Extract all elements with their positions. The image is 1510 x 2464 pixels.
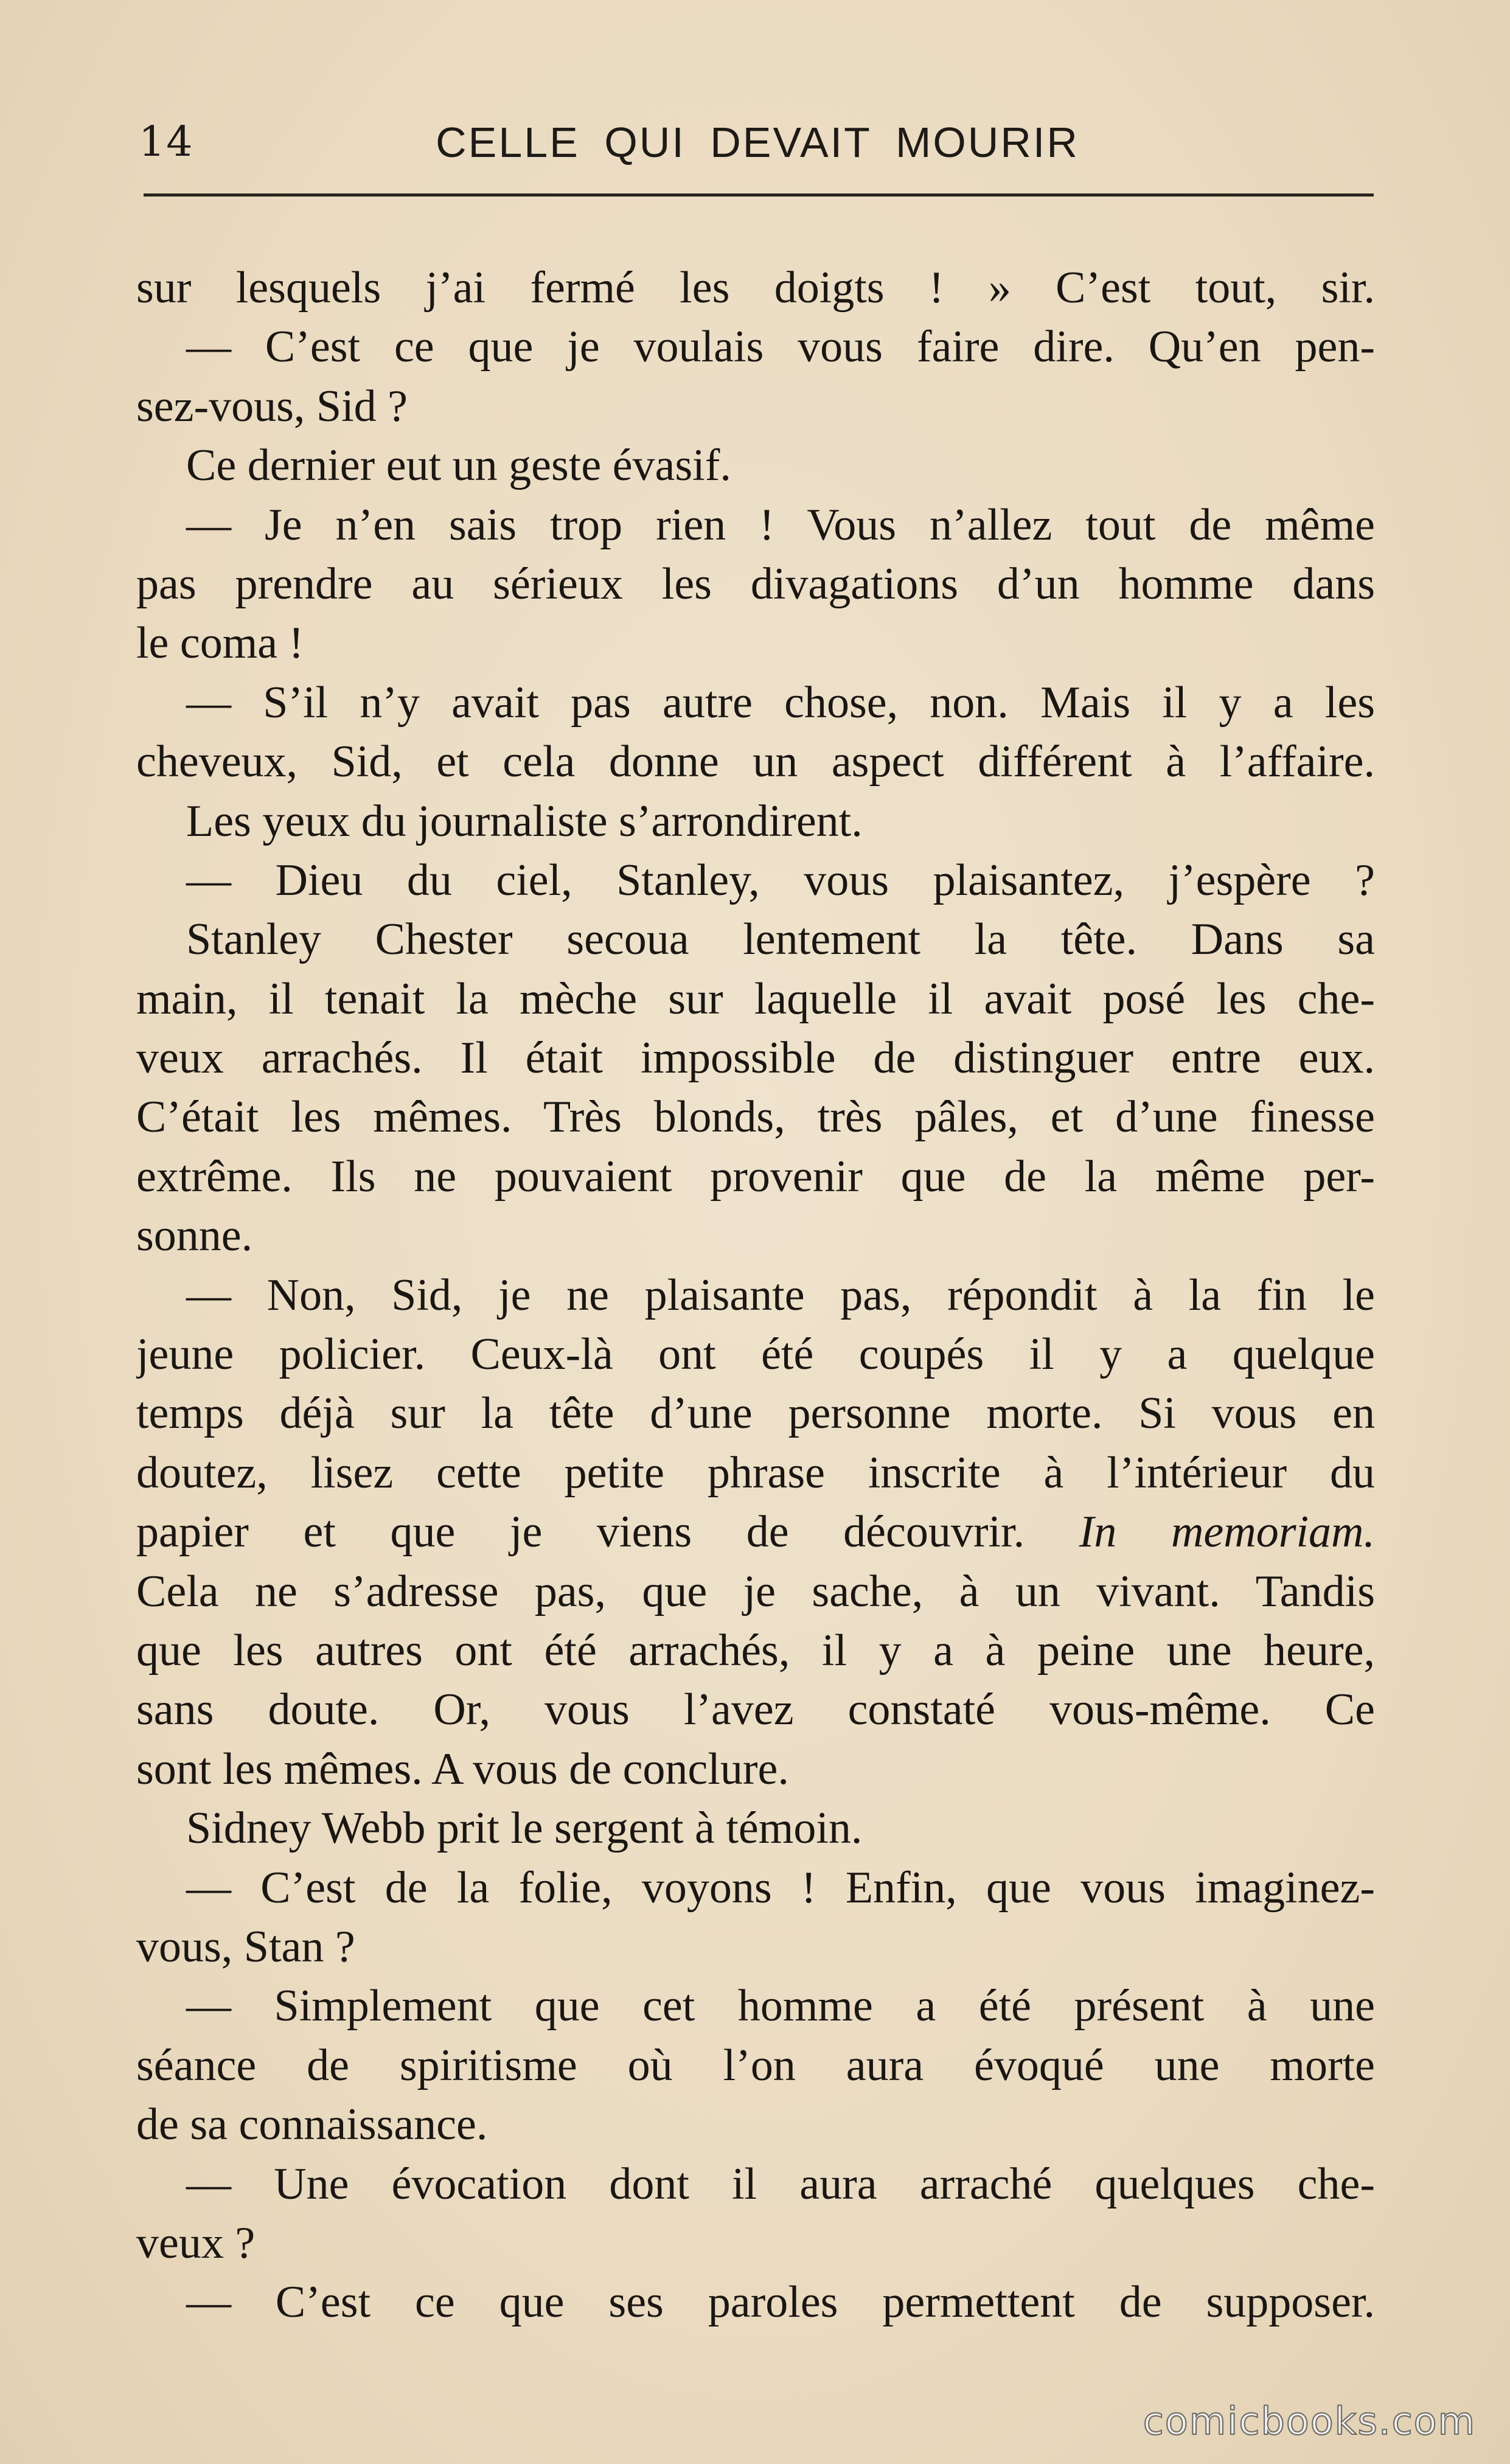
text-line [136, 1918, 1375, 1977]
text-line-content: — Non, Sid, je ne plaisante pas, répondit à la fin le [186, 1270, 1375, 1320]
page-number: 14 [139, 118, 194, 166]
text-line-content: — C’est ce que je voulais vous faire dire. Qu’en pen- [186, 322, 1375, 372]
text-line [136, 2273, 1375, 2332]
text-line-content: Cela ne s’adresse pas, que je sache, à un vivant. Tandis [136, 1566, 1375, 1617]
text-line [136, 673, 1375, 733]
text-line [136, 1088, 1375, 1147]
text-line [136, 614, 1375, 673]
text-line [136, 1444, 1375, 1503]
text-line [136, 1621, 1375, 1680]
text-line-content: sont les mêmes. A vous de conclure. [136, 1744, 789, 1794]
text-line-content: vous, Stan ? [136, 1921, 355, 1972]
text-line [136, 1325, 1375, 1384]
text-line [136, 436, 1375, 495]
body-text [136, 259, 1375, 2333]
text-line-content: de sa connaissance. [136, 2100, 488, 2150]
header-rule [144, 193, 1374, 197]
text-line [136, 2036, 1375, 2095]
text-line-content: temps déjà sur la tête d’une personne morte. Si vous en [136, 1388, 1375, 1439]
text-line [136, 1147, 1375, 1206]
text-line-content: le coma ! [136, 618, 304, 669]
text-line-content: extrême. Ils ne pouvaient provenir que de la même per- [136, 1151, 1375, 1202]
text-line-content: — Dieu du ciel, Stanley, vous plaisantez, j’espère ? [186, 855, 1375, 905]
text-line-content: — C’est de la folie, voyons ! Enfin, que vous imaginez- [186, 1862, 1375, 1913]
text-line [136, 851, 1375, 910]
text-line [136, 259, 1375, 318]
text-line [136, 1977, 1375, 2036]
text-line-content: sur lesquels j’ai fermé les doigts ! » C’est tout, sir. [136, 263, 1375, 313]
text-line [136, 1859, 1375, 1918]
text-line-content: sans doute. Or, vous l’avez constaté vous-même. Ce [136, 1685, 1375, 1735]
text-line-content: — C’est ce que ses paroles permettent de supposer. [186, 2277, 1375, 2328]
text-line [136, 377, 1375, 436]
text-line [136, 1266, 1375, 1325]
text-line-content: Sidney Webb prit le sergent à témoin. [186, 1803, 863, 1854]
text-line [136, 792, 1375, 851]
text-line [136, 1680, 1375, 1739]
text-line [136, 496, 1375, 555]
text-line [136, 2155, 1375, 2214]
text-line-content: C’était les mêmes. Très blonds, très pâles, et d’une finesse [136, 1092, 1375, 1143]
watermark-logo: comicbooks.com [1143, 2399, 1476, 2443]
text-line [136, 555, 1375, 614]
text-line-content: Stanley Chester secoua lentement la tête. Dans sa [186, 914, 1375, 965]
text-line [136, 1206, 1375, 1265]
running-title: CELLE QUI DEVAIT MOURIR [436, 119, 1079, 166]
text-line [136, 1503, 1375, 1562]
text-line-content: cheveux, Sid, et cela donne un aspect différent à l’affaire. [136, 737, 1375, 787]
text-line [136, 1799, 1375, 1858]
text-line-content: veux ? [136, 2218, 256, 2268]
text-line [136, 910, 1375, 969]
text-line-content: Ce dernier eut un geste évasif. [186, 440, 731, 491]
page-header [139, 113, 1376, 174]
text-line-content: que les autres ont été arrachés, il y a à peine une heure, [136, 1625, 1375, 1676]
text-line-content: papier et que je viens de découvrir. [136, 1507, 1079, 1557]
text-line [136, 1740, 1375, 1799]
text-line [136, 2214, 1375, 2273]
text-line [136, 733, 1375, 792]
text-line-content: doutez, lisez cette petite phrase inscrite à l’intérieur du [136, 1447, 1375, 1498]
italic-phrase: In memoriam. [1079, 1507, 1375, 1557]
text-line-content: pas prendre au sérieux les divagations d’un homme dans [136, 559, 1375, 609]
text-line [136, 970, 1375, 1029]
text-line-content: Les yeux du journaliste s’arrondirent. [186, 796, 863, 846]
text-line-content: main, il tenait la mèche sur laquelle il avait posé les che- [136, 973, 1375, 1024]
text-line-content: — Une évocation dont il aura arraché quelques che- [186, 2159, 1375, 2209]
text-line-content: séance de spiritisme où l’on aura évoqué une morte [136, 2040, 1375, 2090]
text-line [136, 1562, 1375, 1621]
text-line [136, 318, 1375, 377]
text-line-content: jeune policier. Ceux-là ont été coupés il y a quelque [136, 1329, 1375, 1380]
text-line-content: veux arrachés. Il était impossible de distinguer entre eux. [136, 1033, 1375, 1084]
text-line-content: sonne. [136, 1211, 253, 1261]
text-line-content: — S’il n’y avait pas autre chose, non. Mais il y a les [186, 677, 1375, 728]
text-line [136, 1384, 1375, 1443]
text-line [136, 2095, 1375, 2154]
text-line-content: sez-vous, Sid ? [136, 381, 408, 431]
text-line [136, 1029, 1375, 1088]
text-line-content: — Simplement que cet homme a été présent à une [186, 1981, 1375, 2031]
text-line-content: — Je n’en sais trop rien ! Vous n’allez tout de même [186, 499, 1375, 550]
